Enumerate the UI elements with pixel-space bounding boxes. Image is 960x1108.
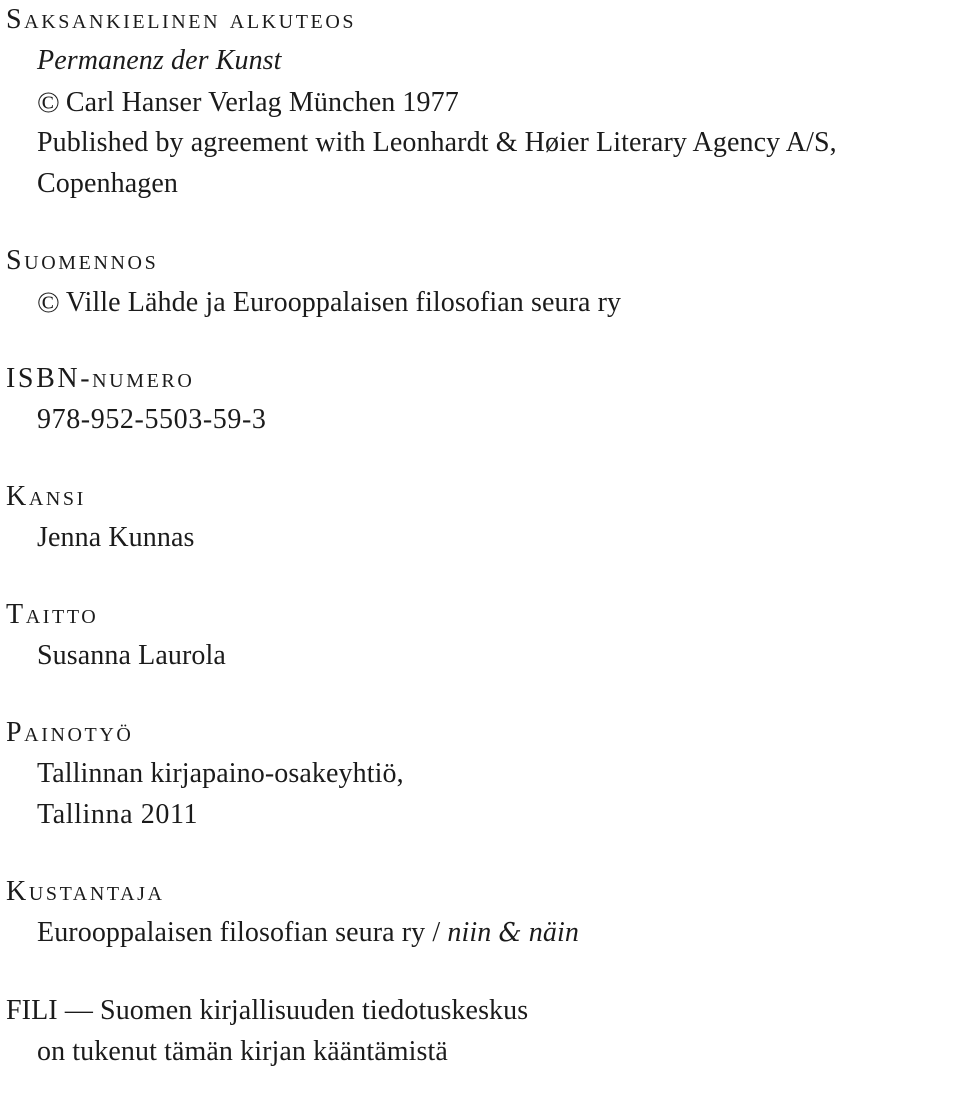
layout-heading: Taitto [6, 599, 99, 630]
publisher-line [6, 912, 956, 953]
agreement-line-1: Published by agreement with Leonhardt & Høier Literary Agency A/S, [37, 127, 837, 158]
copyright-icon: © [37, 86, 60, 119]
agreement-line-2: Copenhagen [37, 168, 178, 199]
spacer [6, 204, 956, 241]
printer-location: Tallinna 2011 [37, 799, 199, 830]
support-line-1: FILI — Suomen kirjallisuuden tiedotuskeskus [6, 995, 529, 1026]
spacer [6, 558, 956, 595]
spacer [6, 322, 956, 359]
support-section [6, 990, 956, 1072]
colophon-page [6, 0, 956, 1072]
publisher-name: Eurooppalaisen filosofian seura ry / [37, 917, 448, 948]
spacer [6, 953, 956, 990]
publisher-heading: Kustantaja [6, 876, 165, 907]
original-title: Permanenz der Kunst [37, 45, 282, 76]
isbn-heading: ISBN-numero [6, 363, 195, 394]
support-line-2: on tukenut tämän kirjan kääntämistä [37, 1036, 448, 1067]
publisher-section [6, 872, 956, 953]
cover-section [6, 477, 956, 558]
original-copyright: Carl Hanser Verlag München 1977 [65, 87, 459, 118]
original-text-heading: Saksankielinen alkuteos [6, 4, 357, 35]
cover-designer: Jenna Kunnas [37, 522, 195, 553]
cover-heading: Kansi [6, 481, 86, 512]
copyright-icon: © [37, 286, 60, 319]
spacer [6, 835, 956, 872]
printer-name: Tallinnan kirjapaino-osakeyhtiö, [37, 758, 404, 789]
original-text-section [6, 0, 956, 204]
spacer [6, 676, 956, 713]
isbn-value: 978-952-5503-59-3 [37, 404, 267, 435]
layout-designer: Susanna Laurola [37, 640, 226, 671]
isbn-section [6, 359, 956, 440]
series-name-part2: näin [528, 917, 579, 948]
printing-heading: Painotyö [6, 717, 134, 748]
series-name-part1: niin [447, 917, 492, 948]
ampersand-glyph: & [498, 918, 522, 948]
original-copyright-line [6, 81, 956, 122]
translation-heading: Suomennos [6, 245, 159, 276]
printing-section [6, 713, 956, 835]
spacer [6, 440, 956, 477]
translation-copyright: Ville Lähde ja Eurooppalaisen filosofian seura ry [65, 287, 622, 318]
layout-section [6, 595, 956, 676]
translation-section [6, 241, 956, 322]
translation-copyright-line [6, 281, 956, 322]
